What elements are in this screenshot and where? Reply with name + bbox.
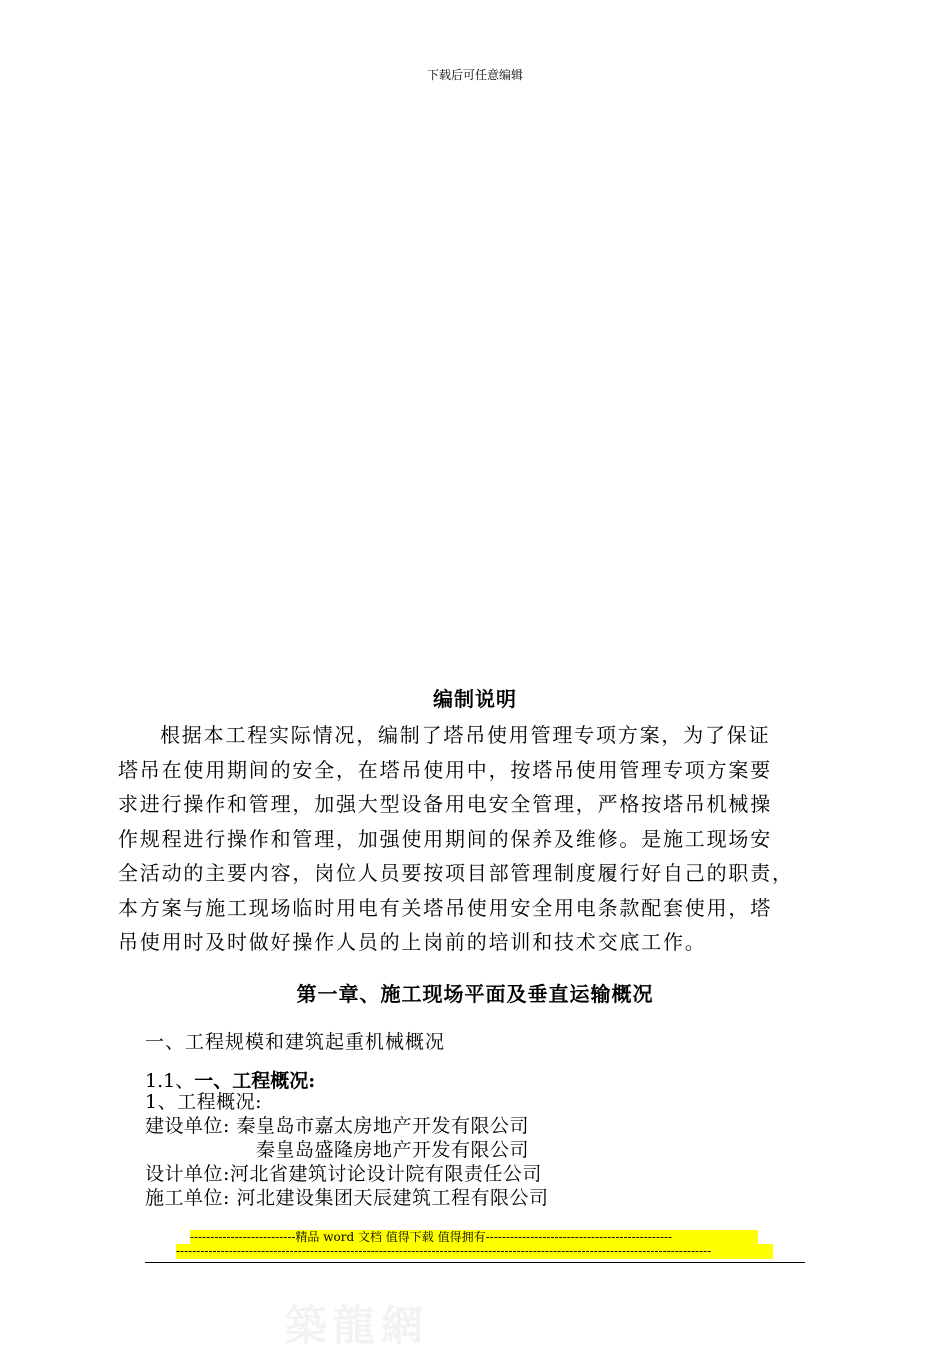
owner-value: 秦皇岛市嘉太房地产开发有限公司	[236, 1115, 529, 1137]
intro-paragraph	[118, 718, 818, 960]
builder-value: 河北建设集团天辰建筑工程有限公司	[236, 1187, 549, 1209]
owner-label: 建设单位:	[145, 1115, 230, 1137]
intro-line: 吊使用时及时做好操作人员的上岗前的培训和技术交底工作。	[118, 930, 707, 954]
owner-row	[145, 1114, 548, 1138]
intro-line: 求进行操作和管理，加强大型设备用电安全管理，严格按塔吊机械操	[118, 792, 772, 816]
document-title: 编制说明	[433, 687, 517, 711]
overview-label: 1、工程概况:	[145, 1091, 262, 1113]
intro-line: 塔吊在使用期间的安全，在塔吊使用中，按塔吊使用管理专项方案要	[118, 757, 772, 782]
intro-line: 作规程进行操作和管理，加强使用期间的保养及维修。是施工现场安	[118, 826, 772, 851]
designer-label: 设计单位:	[145, 1163, 230, 1185]
chapter-title: 第一章、施工现场平面及垂直运输概况	[296, 982, 654, 1006]
project-info	[145, 1090, 548, 1210]
subsection-heading	[145, 1066, 315, 1093]
intro-line: 全活动的主要内容，岗位人员要按项目部管理制度履行好自己的职责，	[118, 861, 794, 885]
footer-banner: --------------------------精品 word 文档 值得下载 值得拥有----------------------------------------------	[190, 1230, 758, 1245]
builder-label: 施工单位:	[145, 1187, 230, 1209]
subsection-number: 1.1、	[145, 1070, 195, 1092]
owner-value-2: 秦皇岛盛隆房地产开发有限公司	[256, 1139, 530, 1161]
intro-line: 本方案与施工现场临时用电有关塔吊使用安全用电条款配套使用，塔	[118, 895, 772, 920]
footer-divider	[145, 1262, 805, 1263]
header-note: 下载后可任意编辑	[426, 68, 523, 82]
watermark: 築龍網	[285, 1301, 430, 1350]
intro-line: 根据本工程实际情况，编制了塔吊使用管理专项方案，为了保证	[160, 723, 771, 747]
designer-value: 河北省建筑讨论设计院有限责任公司	[229, 1163, 542, 1185]
builder-row	[145, 1186, 548, 1210]
section-heading: 一、工程规模和建筑起重机械概况	[145, 1031, 446, 1053]
designer-row	[145, 1162, 548, 1186]
footer-dashes: ------------------------------------------------------------------------------------------------------------------------------------	[176, 1244, 773, 1259]
subsection-title: 一、工程概况:	[194, 1070, 316, 1092]
